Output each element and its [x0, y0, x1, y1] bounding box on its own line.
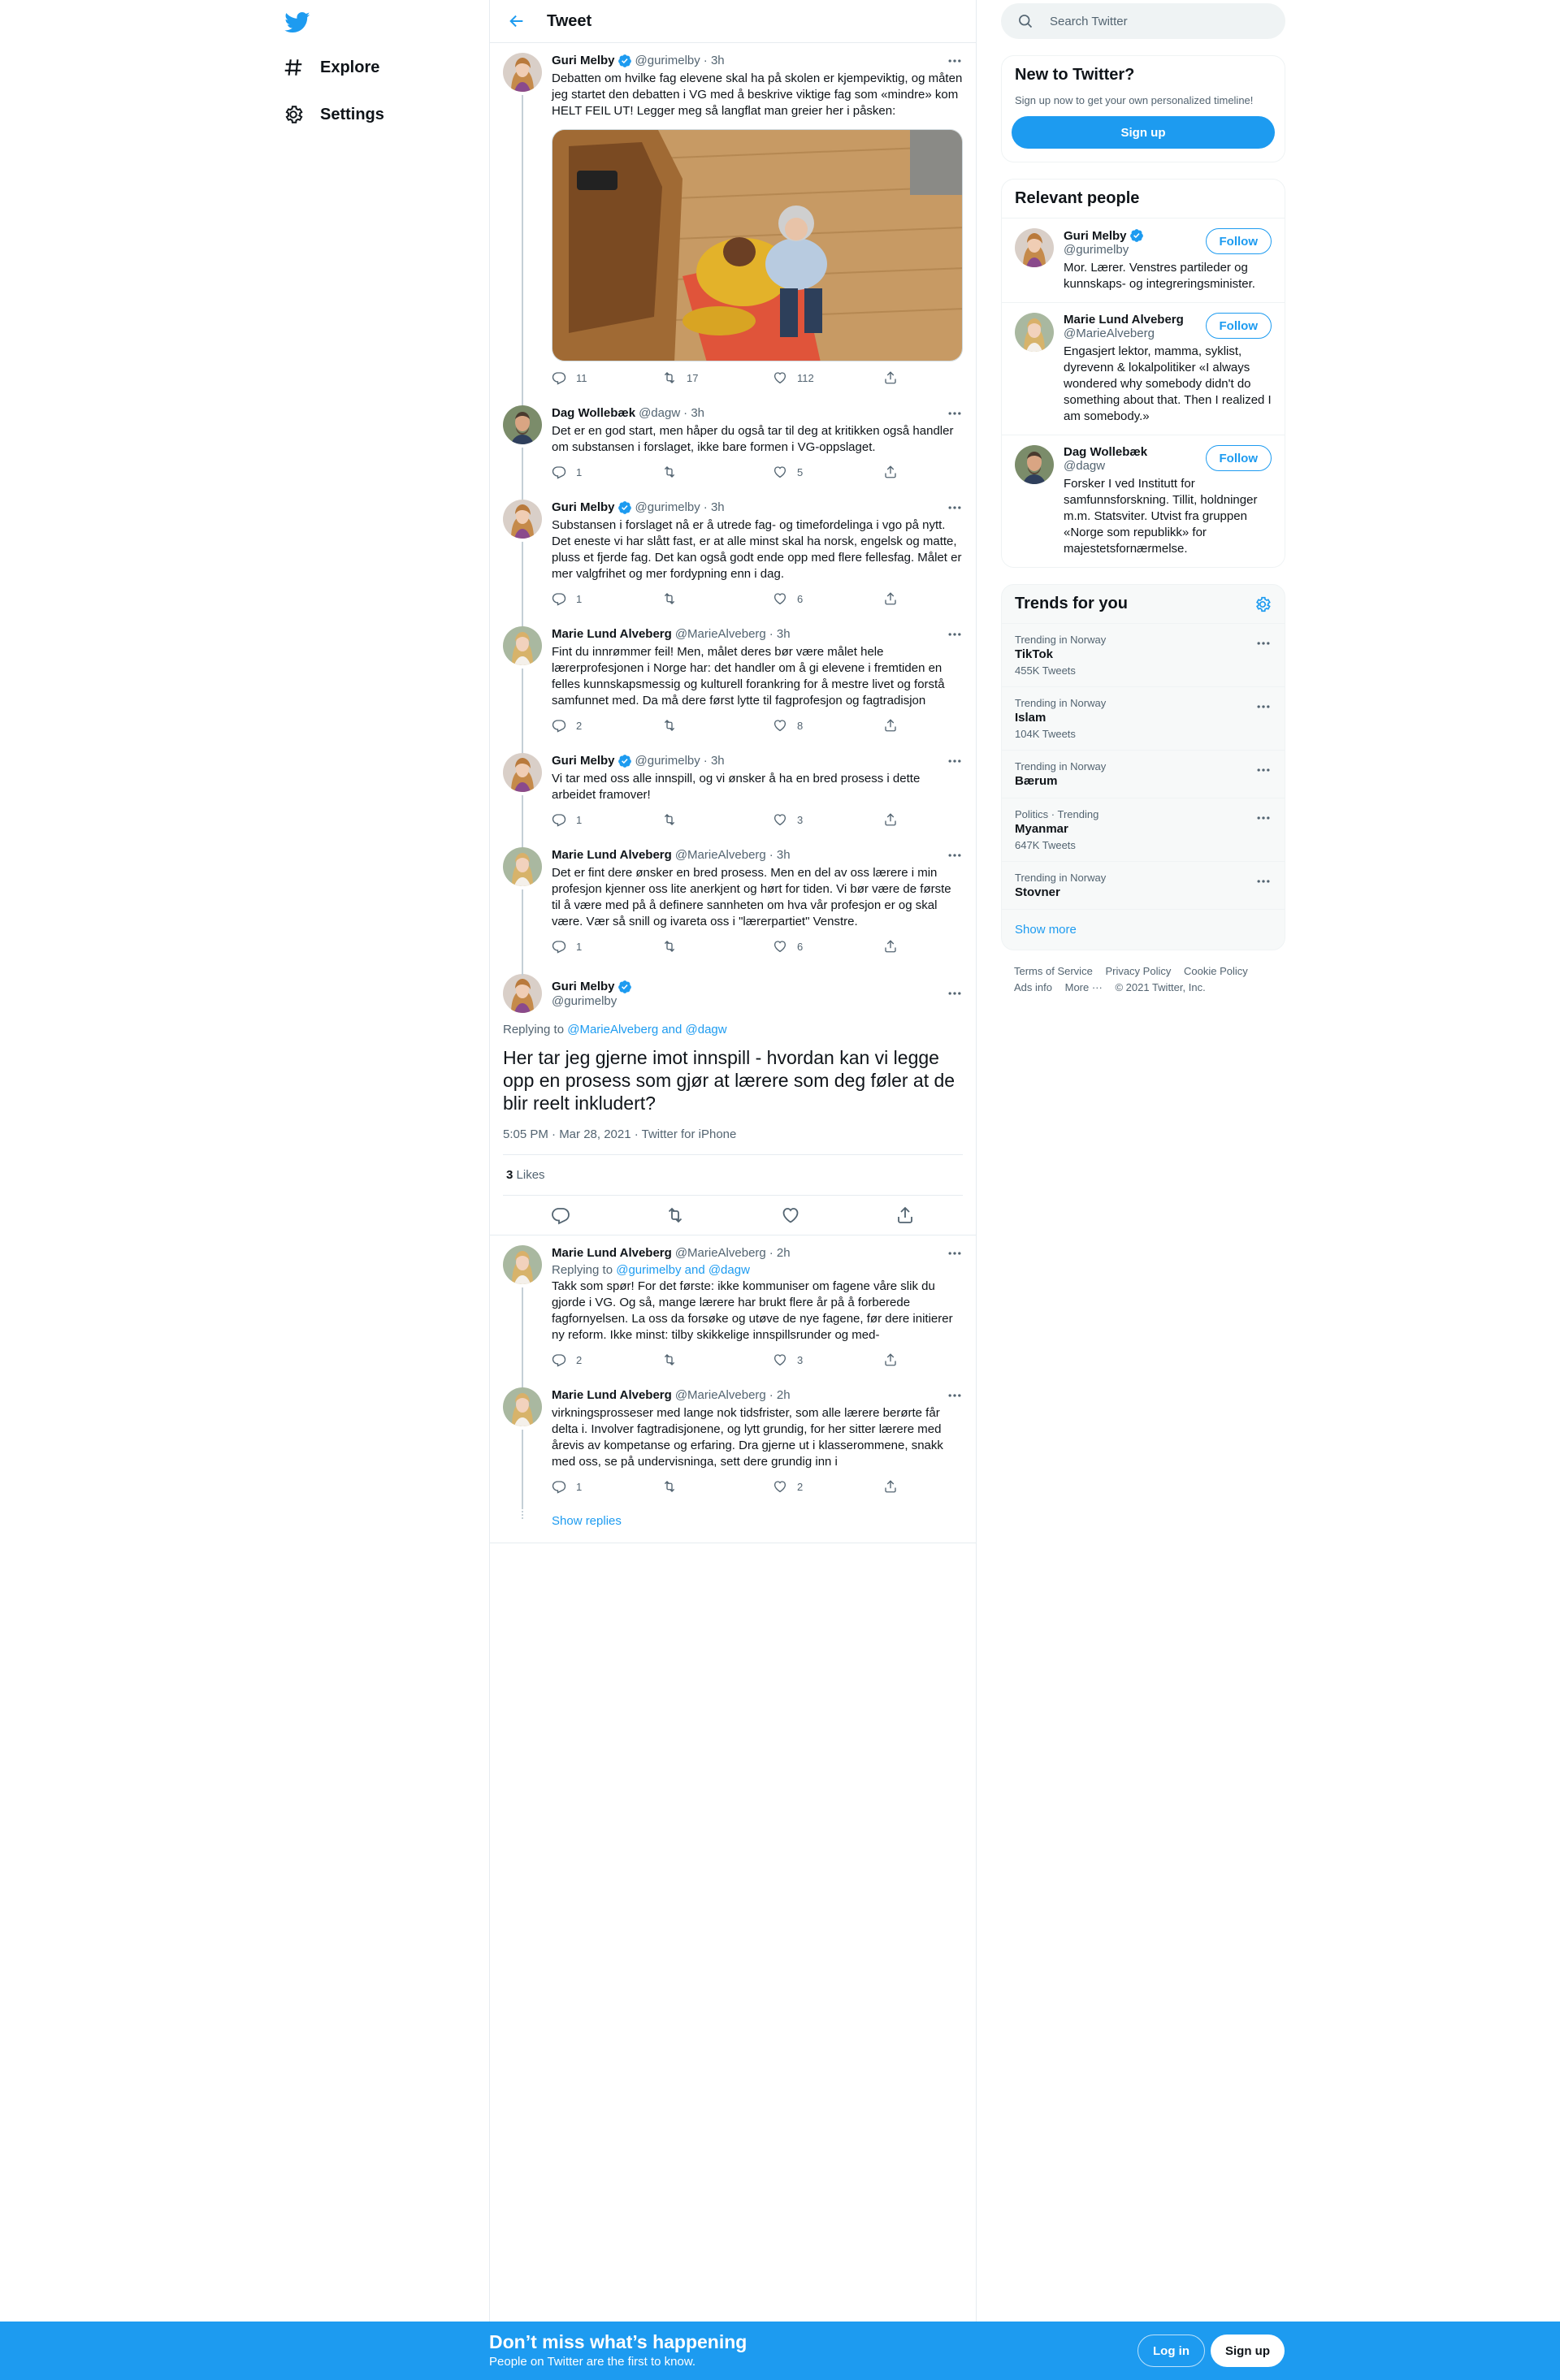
- more-options-icon[interactable]: [1255, 873, 1272, 889]
- person-bio: Forsker I ved Institutt for samfunnsforskning. Tillit, holdninger m.m. Statsviter. Utvist fra gruppen «Norge som republikk» for majestetsfornærmelse.: [1064, 477, 1258, 556]
- reply-icon: [552, 1352, 566, 1367]
- like-count: 3: [797, 1353, 804, 1366]
- show-replies-label: Show replies: [552, 1514, 622, 1528]
- thread-connector: [522, 542, 523, 628]
- like-button[interactable]: [773, 370, 883, 385]
- retweet-button[interactable]: [662, 718, 773, 733]
- like-icon: [773, 1479, 787, 1494]
- more-options-icon[interactable]: [947, 53, 963, 69]
- trend-name: Stovner: [1015, 885, 1060, 899]
- tweet-time[interactable]: · 3h: [769, 627, 791, 641]
- trend-count: 455K Tweets: [1015, 664, 1076, 677]
- reply-count: 1: [576, 940, 583, 953]
- twitter-logo-icon[interactable]: [283, 8, 310, 36]
- share-button[interactable]: [883, 718, 916, 733]
- more-options-icon[interactable]: [1255, 762, 1272, 778]
- ads-info-link[interactable]: Ads info: [1014, 981, 1052, 993]
- like-count: 8: [797, 719, 804, 732]
- person-row[interactable]: [1002, 218, 1285, 302]
- avatar[interactable]: [503, 1387, 542, 1426]
- author-handle[interactable]: @dagw: [639, 406, 681, 420]
- cookie-link[interactable]: Cookie Policy: [1183, 965, 1248, 977]
- reply-icon: [552, 1479, 566, 1494]
- verified-badge-icon: [618, 500, 632, 515]
- like-count: 112: [797, 371, 814, 384]
- reply-count: 1: [576, 1480, 583, 1493]
- retweet-button[interactable]: [662, 370, 773, 385]
- retweet-icon: [662, 1479, 677, 1494]
- show-more-trends-link[interactable]: Show more: [1002, 909, 1285, 950]
- relevant-people-title: Relevant people: [1015, 189, 1140, 207]
- avatar[interactable]: [503, 500, 542, 539]
- reply-icon: [552, 939, 566, 954]
- gear-icon: [283, 104, 304, 125]
- share-button[interactable]: [883, 465, 916, 479]
- privacy-link[interactable]: Privacy Policy: [1105, 965, 1172, 977]
- like-count: 5: [797, 465, 804, 478]
- search-icon: [1017, 13, 1034, 29]
- author-name[interactable]: Marie Lund Alveberg: [552, 1246, 672, 1260]
- back-arrow-icon: [508, 12, 526, 30]
- reply-button[interactable]: [552, 370, 662, 385]
- tweet-time[interactable]: · 2h: [769, 1388, 791, 1402]
- show-replies-link[interactable]: [490, 1504, 976, 1543]
- author-handle[interactable]: @MarieAlveberg: [674, 848, 766, 862]
- author-name[interactable]: Guri Melby: [552, 54, 615, 67]
- thread-tweet[interactable]: [490, 396, 976, 490]
- reply-count: 1: [576, 465, 583, 478]
- like-button[interactable]: [773, 1352, 883, 1367]
- share-icon: [883, 1352, 898, 1367]
- tweet-actions: [552, 712, 963, 743]
- reply-icon: [552, 591, 566, 606]
- trend-item[interactable]: [1002, 861, 1285, 909]
- retweet-icon: [662, 812, 677, 827]
- trend-count: 647K Tweets: [1015, 839, 1076, 851]
- retweet-icon: [662, 1352, 677, 1367]
- more-options-icon[interactable]: [947, 1387, 963, 1404]
- sidebar-signup-button[interactable]: Sign up: [1012, 116, 1275, 149]
- tweet-time[interactable]: · 3h: [703, 54, 725, 67]
- author-handle[interactable]: @MarieAlveberg: [674, 1388, 766, 1402]
- author-name[interactable]: Guri Melby: [552, 980, 615, 993]
- back-button[interactable]: [503, 7, 531, 35]
- avatar[interactable]: [503, 1245, 542, 1284]
- thread-dotted-connector: [522, 1504, 523, 1521]
- like-button[interactable]: [773, 1479, 883, 1494]
- tweet-time[interactable]: · 3h: [703, 754, 725, 768]
- person-name[interactable]: Guri Melby: [1064, 228, 1127, 243]
- thread-connector: [522, 1430, 523, 1509]
- more-options-icon[interactable]: [1255, 699, 1272, 715]
- share-button[interactable]: [883, 370, 916, 385]
- reply-icon[interactable]: [551, 1205, 570, 1225]
- thread-tweet[interactable]: [490, 490, 976, 617]
- person-row[interactable]: [1002, 302, 1285, 435]
- tweet-text: virkningsprosseser med lange nok tidsfrister, som alle lærere berørte får delta i. Involver fagtradisjonene, og lytt grundig, for her sitter lærere med årevis av kompetanse og erfaring. Dra gjerne ut i klasserommene, snakk med oss, se på undervisninga, sett dere grundig inn i: [552, 1406, 943, 1469]
- reply-button[interactable]: [552, 1479, 662, 1494]
- like-button[interactable]: [773, 812, 883, 827]
- trend-name: Bærum: [1015, 774, 1058, 788]
- author-name[interactable]: Marie Lund Alveberg: [552, 627, 672, 641]
- more-options-icon[interactable]: [947, 405, 963, 422]
- reply-tweet[interactable]: [490, 1235, 976, 1378]
- tweet-text: Det er en god start, men håper du også tar til deg at kritikken også handler om substansen i forslaget, ikke bare formen i VG-oppslaget.: [552, 424, 954, 454]
- bottom-signup-banner: [0, 2322, 1560, 2380]
- retweet-button[interactable]: [662, 591, 773, 606]
- tweet-photo[interactable]: [552, 129, 963, 361]
- author-handle[interactable]: @gurimelby: [635, 54, 700, 67]
- retweet-icon: [662, 939, 677, 954]
- share-button[interactable]: [883, 939, 916, 954]
- reply-button[interactable]: [552, 718, 662, 733]
- tweet-time[interactable]: · 3h: [769, 848, 791, 862]
- reply-button[interactable]: [552, 1352, 662, 1367]
- trend-count: 104K Tweets: [1015, 728, 1076, 740]
- verified-badge-icon: [1129, 228, 1144, 243]
- author-name[interactable]: Guri Melby: [552, 754, 615, 768]
- trend-item[interactable]: [1002, 750, 1285, 798]
- reply-button[interactable]: [552, 939, 662, 954]
- retweet-icon: [662, 370, 677, 385]
- share-icon: [883, 591, 898, 606]
- replying-to-link[interactable]: @gurimelby and @dagw: [616, 1263, 750, 1277]
- nav-explore[interactable]: [283, 51, 379, 84]
- share-icon[interactable]: [895, 1205, 915, 1225]
- nav-settings[interactable]: [283, 98, 384, 131]
- search-placeholder: Search Twitter: [1050, 14, 1128, 28]
- tweet-actions: [552, 586, 963, 617]
- reply-icon: [552, 812, 566, 827]
- reply-count: 1: [576, 813, 583, 826]
- like-count: 3: [797, 813, 804, 826]
- reply-count: 2: [576, 1353, 583, 1366]
- avatar[interactable]: [503, 53, 542, 92]
- avatar[interactable]: [1015, 228, 1054, 267]
- reply-count: 11: [576, 371, 587, 384]
- right-sidebar: [1001, 0, 1285, 1009]
- like-icon: [773, 1352, 787, 1367]
- like-count: 6: [797, 940, 804, 953]
- avatar[interactable]: [503, 626, 542, 665]
- main-header: [490, 0, 976, 43]
- more-options-icon[interactable]: [947, 753, 963, 769]
- thread-connector: [522, 95, 523, 407]
- like-count: 6: [797, 592, 804, 605]
- replying-to: [503, 1023, 963, 1036]
- person-row[interactable]: [1002, 435, 1285, 567]
- avatar[interactable]: [503, 847, 542, 886]
- tweet-actions: [552, 933, 963, 964]
- thread-connector: [522, 889, 523, 976]
- like-icon: [773, 465, 787, 479]
- tweet-time[interactable]: · 3h: [683, 406, 705, 420]
- trend-context: Politics · Trending: [1015, 808, 1099, 820]
- tweet-text: Fint du innrømmer feil! Men, målet deres bør være målet hele lærerprofesjonen i Norge har: det handler om å gi elevene i fremtiden en felles kunnskapsmessig og kulturell forankring for å mestre livet og forstå samfunnet med. Da må dere først lytte til fagprofesjon og fagtradisjon: [552, 645, 945, 708]
- share-button[interactable]: [883, 1479, 916, 1494]
- focused-tweet-actions: [503, 1196, 963, 1235]
- like-button[interactable]: [773, 591, 883, 606]
- trend-name: TikTok: [1015, 647, 1053, 661]
- thread-tweet[interactable]: [490, 617, 976, 743]
- tweet-text: Vi tar med oss alle innspill, og vi ønsker å ha en bred prosess i dette arbeidet framover!: [552, 772, 921, 802]
- like-icon: [773, 591, 787, 606]
- reply-count: 1: [576, 592, 583, 605]
- person-bio: Mor. Lærer. Venstres partileder og kunnskaps- og integreringsminister.: [1064, 261, 1255, 291]
- banner-title: Don’t miss what’s happening: [489, 2331, 748, 2352]
- verified-badge-icon: [618, 980, 632, 994]
- trend-context: Trending in Norway: [1015, 697, 1107, 709]
- author-handle[interactable]: @MarieAlveberg: [674, 627, 766, 641]
- nav-settings-label: Settings: [320, 105, 384, 123]
- share-icon: [883, 939, 898, 954]
- person-handle: @gurimelby: [1064, 243, 1129, 257]
- retweet-count: 17: [687, 371, 699, 384]
- like-icon: [773, 718, 787, 733]
- nav-explore-label: Explore: [320, 58, 380, 76]
- more-options-icon[interactable]: [1255, 810, 1272, 826]
- like-button[interactable]: [773, 939, 883, 954]
- main-column: [489, 0, 977, 2323]
- avatar[interactable]: [503, 974, 542, 1013]
- tweet-actions: [552, 1347, 963, 1378]
- copyright: © 2021 Twitter, Inc.: [1115, 981, 1206, 993]
- more-options-icon[interactable]: [1255, 635, 1272, 651]
- tweet-actions: [552, 459, 963, 490]
- like-icon: [773, 939, 787, 954]
- person-name[interactable]: Marie Lund Alveberg: [1064, 313, 1184, 327]
- tweet-timestamp[interactable]: 5:05 PM · Mar 28, 2021 · Twitter for iPhone: [503, 1127, 963, 1155]
- likes-count: 3: [506, 1168, 514, 1182]
- like-icon: [773, 370, 787, 385]
- trend-context: Trending in Norway: [1015, 760, 1107, 772]
- like-icon[interactable]: [781, 1205, 800, 1225]
- banner-login-button[interactable]: Log in: [1138, 2335, 1205, 2367]
- new-to-twitter-card: [1001, 55, 1285, 162]
- more-link[interactable]: More ···: [1064, 981, 1103, 993]
- reply-count: 2: [576, 719, 583, 732]
- author-handle[interactable]: @MarieAlveberg: [674, 1246, 766, 1260]
- like-count: 2: [797, 1480, 804, 1493]
- retweet-icon: [662, 718, 677, 733]
- retweet-icon[interactable]: [665, 1205, 685, 1225]
- avatar[interactable]: [503, 405, 542, 444]
- author-handle[interactable]: @gurimelby: [635, 754, 700, 768]
- thread-connector: [522, 1287, 523, 1389]
- likes-label: Likes: [516, 1168, 545, 1182]
- follow-button[interactable]: Follow: [1206, 313, 1272, 339]
- reply-icon: [552, 465, 566, 479]
- share-button[interactable]: [883, 591, 916, 606]
- retweet-button[interactable]: [662, 465, 773, 479]
- retweet-button[interactable]: [662, 939, 773, 954]
- tweet-text: Substansen i forslaget nå er å utrede fag- og timefordelinga i vgo på nytt. Det eneste vi har slått fast, er at alle minst skal ha norsk, engelsk og matte, pluss et fjerde fag. Det kan også godt ende opp med flere fellesfag. Målet er mer valgfrihet og mer fordypning enn i dag.: [552, 518, 962, 581]
- replying-prefix: Replying to: [552, 1263, 613, 1277]
- terms-link[interactable]: Terms of Service: [1014, 965, 1093, 977]
- relevant-people-card: [1001, 179, 1285, 568]
- photo-children-floor: [552, 130, 963, 361]
- share-icon: [883, 812, 898, 827]
- retweet-button[interactable]: [662, 1479, 773, 1494]
- verified-badge-icon: [618, 754, 632, 768]
- retweet-icon: [662, 591, 677, 606]
- like-button[interactable]: [773, 465, 883, 479]
- avatar[interactable]: [1015, 313, 1054, 352]
- share-icon: [883, 370, 898, 385]
- page-title: Tweet: [547, 11, 592, 30]
- thread-tweet[interactable]: [490, 837, 976, 964]
- author-name[interactable]: Guri Melby: [552, 500, 615, 514]
- search-input[interactable]: [1001, 3, 1285, 39]
- author-name[interactable]: Dag Wollebæk: [552, 406, 636, 420]
- person-name[interactable]: Dag Wollebæk: [1064, 445, 1148, 459]
- thread-connector: [522, 669, 523, 755]
- tweet-actions: [552, 365, 963, 396]
- share-icon: [883, 465, 898, 479]
- new-to-twitter-title: New to Twitter?: [1015, 66, 1135, 84]
- more-options-icon[interactable]: [947, 1245, 963, 1261]
- author-name[interactable]: Marie Lund Alveberg: [552, 1388, 672, 1402]
- replying-prefix: Replying to: [503, 1023, 565, 1036]
- author-handle[interactable]: @gurimelby: [552, 993, 618, 1008]
- follow-button[interactable]: Follow: [1206, 445, 1272, 471]
- avatar[interactable]: [503, 753, 542, 792]
- trend-name: Islam: [1015, 711, 1046, 725]
- reply-button[interactable]: [552, 465, 662, 479]
- like-button[interactable]: [773, 718, 883, 733]
- focused-tweet: [490, 964, 976, 1235]
- trends-settings-gear-icon[interactable]: [1254, 595, 1272, 613]
- thread-tweet[interactable]: [490, 743, 976, 837]
- banner-subtitle: People on Twitter are the first to know.: [489, 2355, 696, 2369]
- likes-stat[interactable]: [503, 1155, 963, 1196]
- retweet-button[interactable]: [662, 812, 773, 827]
- share-icon: [883, 718, 898, 733]
- replying-to-link[interactable]: @MarieAlveberg and @dagw: [567, 1023, 727, 1036]
- tweet-actions: [552, 807, 963, 837]
- hashtag-icon: [283, 57, 304, 78]
- follow-button[interactable]: Follow: [1206, 228, 1272, 254]
- reply-icon: [552, 370, 566, 385]
- person-handle: @dagw: [1064, 459, 1106, 473]
- trends-title: Trends for you: [1015, 595, 1128, 612]
- tweet-text: Takk som spør! For det første: ikke kommuniser om fagene våre slik du gjorde i VG. Og så, mange lærere har brukt flere år på å forberede fagfornyelsen. La oss da forsøke og utøve de nye fagene, før dere initierer ny reform. Ikke minst: tilby skikkelige innspillsrunder og med-: [552, 1279, 953, 1342]
- share-button[interactable]: [883, 812, 916, 827]
- more-options-icon[interactable]: [947, 985, 963, 1002]
- person-bio: Engasjert lektor, mamma, syklist, dyrevenn & lokalpolitiker «I always wondered why somebody didn't do something about that. Then I realized I am somebody.»: [1064, 344, 1272, 423]
- trend-context: Trending in Norway: [1015, 872, 1107, 884]
- tweet-text: Her tar jeg gjerne imot innspill - hvordan kan vi legge opp en prosess som gjør at lærere som deg føler at de blir reelt inkludert?: [503, 1047, 956, 1114]
- more-options-icon[interactable]: [947, 500, 963, 516]
- share-button[interactable]: [883, 1352, 916, 1367]
- thread-tweet[interactable]: [490, 43, 976, 396]
- verified-badge-icon: [618, 54, 632, 68]
- more-options-icon[interactable]: [947, 847, 963, 863]
- person-handle: @MarieAlveberg: [1064, 327, 1155, 340]
- like-icon: [773, 812, 787, 827]
- retweet-icon: [662, 465, 677, 479]
- tweet-time[interactable]: · 3h: [703, 500, 725, 514]
- reply-tweet[interactable]: [490, 1378, 976, 1504]
- new-to-twitter-subtitle: Sign up now to get your own personalized timeline!: [1015, 94, 1254, 106]
- banner-signup-button[interactable]: Sign up: [1211, 2335, 1285, 2367]
- reply-icon: [552, 718, 566, 733]
- author-handle[interactable]: @gurimelby: [635, 500, 700, 514]
- tweet-text: Det er fint dere ønsker en bred prosess. Men en del av oss lærere i min profesjon kjenner oss lite anerkjent og hørt for tiden. Vi bør være de første til å være med på å definere sannheten om hva vår profesjon er og skal være. Vær så snill og ivareta oss i "lærerpartiet" Venstre.: [552, 866, 951, 928]
- trends-card: [1001, 584, 1285, 950]
- tweet-actions: [552, 1473, 963, 1504]
- trend-context: Trending in Norway: [1015, 634, 1107, 646]
- footer-links: [1001, 950, 1285, 1009]
- author-name[interactable]: Marie Lund Alveberg: [552, 848, 672, 862]
- trend-name: Myanmar: [1015, 822, 1068, 836]
- tweet-time[interactable]: · 2h: [769, 1246, 791, 1260]
- tweet-text: Debatten om hvilke fag elevene skal ha på skolen er kjempeviktig, og måten jeg startet den debatten i VG med å beskrive viktige fag som «mindre» kom HELT FEIL UT! Legger meg så langflat man greier her i påsken:: [552, 71, 963, 118]
- retweet-button[interactable]: [662, 1352, 773, 1367]
- replying-to: [552, 1263, 963, 1277]
- trend-item[interactable]: [1002, 798, 1285, 861]
- share-icon: [883, 1479, 898, 1494]
- avatar[interactable]: [1015, 445, 1054, 484]
- trend-item[interactable]: [1002, 623, 1285, 686]
- more-options-icon[interactable]: [947, 626, 963, 643]
- trend-item[interactable]: [1002, 686, 1285, 750]
- reply-button[interactable]: [552, 591, 662, 606]
- reply-button[interactable]: [552, 812, 662, 827]
